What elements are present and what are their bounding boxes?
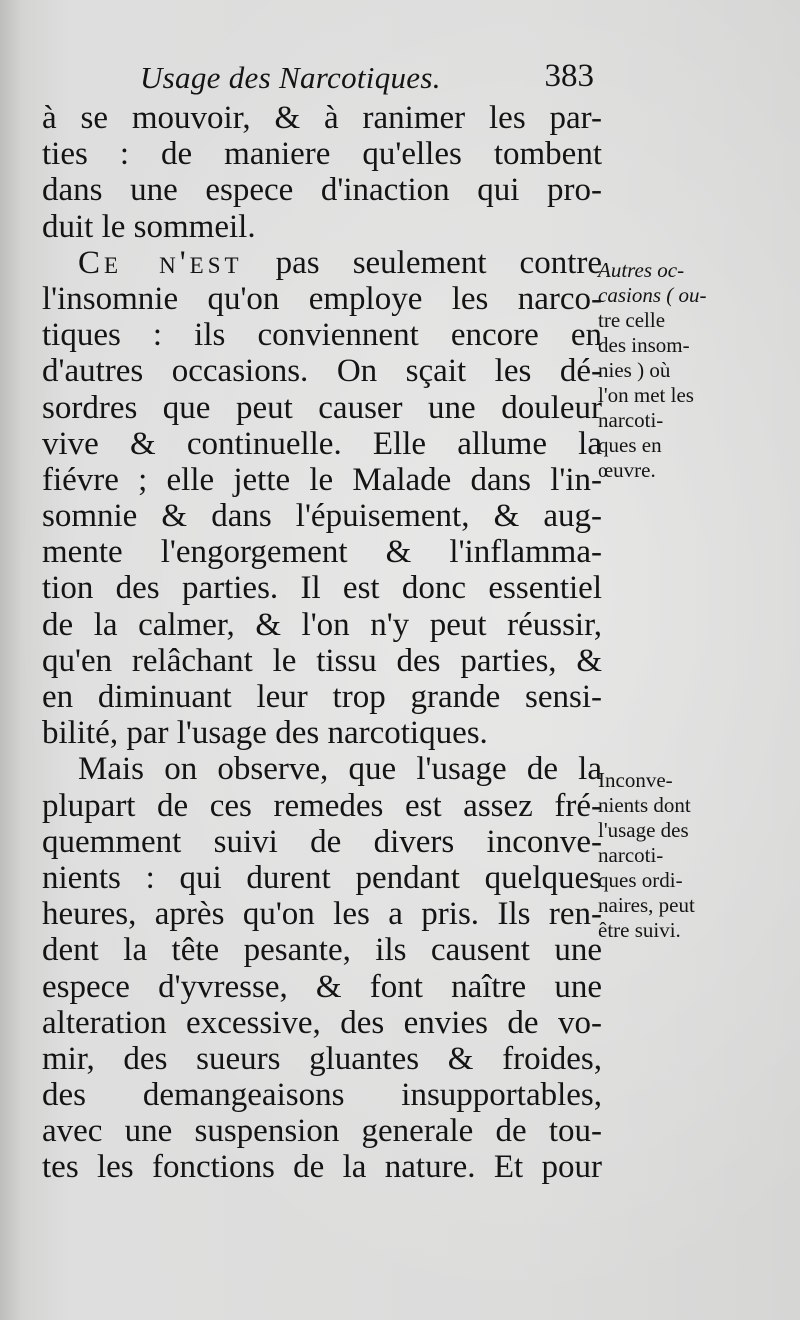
margin-note-line: l'usage des bbox=[598, 818, 689, 842]
margin-note-line: œuvre. bbox=[598, 458, 656, 482]
text-line: de la calmer, & l'on n'y peut réussir, bbox=[42, 606, 602, 643]
margin-note-line: narcoti- bbox=[598, 408, 664, 432]
margin-note-line: tre celle bbox=[598, 308, 666, 332]
text-line: mir, des sueurs gluantes & froides, bbox=[42, 1040, 602, 1077]
text-line: avec une suspension generale de tou- bbox=[42, 1113, 602, 1150]
margin-note-line: naires, peut bbox=[598, 893, 695, 917]
margin-note-line: Autres oc- bbox=[598, 258, 685, 282]
text-line: heures, après qu'on les a pris. Ils ren- bbox=[42, 896, 602, 933]
running-head bbox=[140, 58, 600, 98]
margin-note-line: Inconve- bbox=[598, 768, 673, 792]
text-line: tion des parties. Il est donc essentiel bbox=[42, 570, 602, 607]
text-line: qu'en relâchant le tissu des parties, & bbox=[42, 642, 602, 679]
paragraph-first-line bbox=[42, 245, 602, 281]
text-line: mente l'engorgement & l'inflamma- bbox=[42, 534, 602, 571]
text-line: d'autres occasions. On sçait les dé- bbox=[42, 353, 602, 390]
text-line: somnie & dans l'épuisement, & aug- bbox=[42, 498, 602, 535]
text-line: fiévre ; elle jette le Malade dans l'in- bbox=[42, 461, 602, 498]
margin-note-line: nies ) où bbox=[598, 358, 671, 382]
text-line: dent la tête pesante, ils causent une bbox=[42, 932, 602, 969]
margin-note-other-occasions bbox=[598, 258, 738, 483]
text-line-rest: pas seulement contre bbox=[275, 244, 602, 281]
margin-note-line: des insom- bbox=[598, 333, 690, 357]
margin-note-line: être suivi. bbox=[598, 918, 681, 942]
margin-note-line: ques en bbox=[598, 433, 662, 457]
text-line: Mais on observe, que l'usage de la bbox=[78, 751, 602, 788]
text-line: dans une espece d'inaction qui pro- bbox=[42, 172, 602, 209]
margin-note-line: ques ordi- bbox=[598, 868, 683, 892]
text-line: alteration excessive, des envies de vo- bbox=[42, 1004, 602, 1041]
text-line: nients : qui durent pendant quelques bbox=[42, 859, 602, 896]
margin-note-inconvenients bbox=[598, 768, 738, 943]
text-line: plupart de ces remedes est assez fré- bbox=[42, 787, 602, 824]
running-title: Usage des Narcotiques. bbox=[140, 60, 441, 95]
text-line: vive & continuelle. Elle allume la bbox=[42, 425, 602, 462]
text-line: tiques : ils conviennent encore en bbox=[42, 317, 602, 354]
paragraph-lead: Ce n'est bbox=[78, 244, 243, 281]
text-line: l'insomnie qu'on employe les narco- bbox=[42, 280, 602, 317]
text-line: espece d'yvresse, & font naître une bbox=[42, 968, 602, 1005]
margin-note-line: narcoti- bbox=[598, 843, 664, 867]
text-line: ties : de maniere qu'elles tombent bbox=[42, 136, 602, 173]
margin-note-line: l'on met les bbox=[598, 383, 694, 407]
margin-note-line: nients dont bbox=[598, 793, 691, 817]
margin-note-line: casions ( ou- bbox=[598, 283, 707, 307]
text-line: bilité, par l'usage des narcotiques. bbox=[42, 715, 488, 752]
text-line: à se mouvoir, & à ranimer les par- bbox=[42, 100, 602, 136]
text-line: des demangeaisons insupportables, bbox=[42, 1077, 602, 1114]
text-line: duit le sommeil. bbox=[42, 208, 256, 245]
text-line: en diminuant leur trop grande sensi- bbox=[42, 679, 602, 715]
text-line: sordres que peut causer une douleur bbox=[42, 389, 602, 426]
text-line: quemment suivi de divers inconve- bbox=[42, 823, 602, 860]
text-line: tes les fonctions de la nature. Et pour bbox=[42, 1149, 602, 1186]
main-text-block bbox=[42, 100, 602, 1186]
page-number: 383 bbox=[544, 58, 594, 94]
